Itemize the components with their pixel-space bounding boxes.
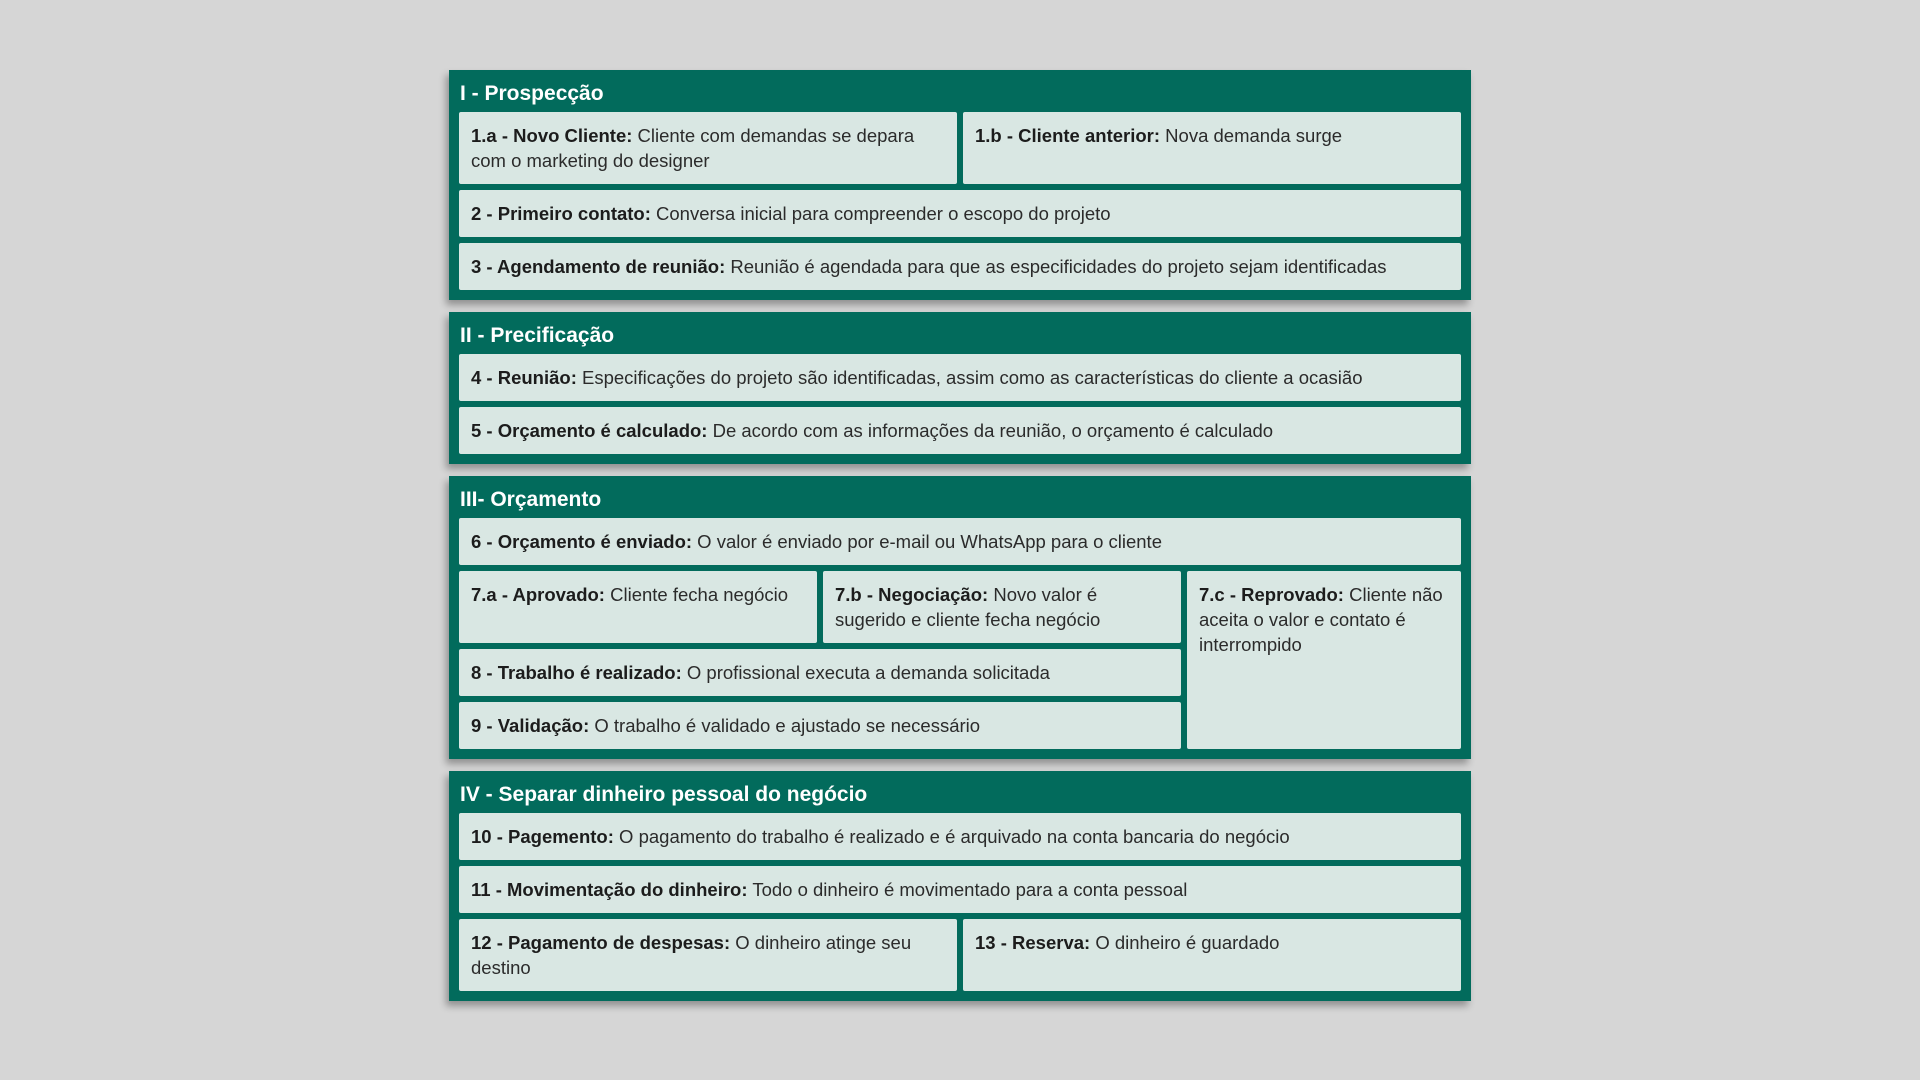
step-label: 7.c - Reprovado:: [1199, 584, 1344, 605]
step-label: 7.a - Aprovado:: [471, 584, 605, 605]
step-label: 1.b - Cliente anterior:: [975, 125, 1161, 146]
step-text: Cliente não aceita o valor e contato é interrompido: [1199, 584, 1443, 655]
step-text: Cliente fecha negócio: [604, 584, 789, 605]
step-7c-card: [1187, 571, 1461, 749]
section-prospeccao: [449, 70, 1471, 300]
step-label: 7.b - Negociação:: [835, 584, 989, 605]
step-row: [459, 112, 1461, 184]
step-8-card: [459, 649, 1181, 696]
step-3-card: [459, 243, 1461, 290]
section-title: II - Precificação: [460, 324, 615, 347]
step-text: O profissional executa a demanda solicitada: [681, 662, 1050, 683]
section-title: III- Orçamento: [460, 488, 602, 511]
step-text: Reunião é agendada para que as especificidades do projeto sejam identificadas: [725, 256, 1387, 277]
section-title: IV - Separar dinheiro pessoal do negócio: [460, 783, 868, 806]
step-1a-card: [459, 112, 957, 184]
step-text: Especificações do projeto são identificadas, assim como as características do cliente a ocasião: [576, 367, 1363, 388]
step-label: 8 - Trabalho é realizado:: [471, 662, 682, 683]
step-label: 2 - Primeiro contato:: [471, 203, 651, 224]
step-7b-card: [823, 571, 1181, 643]
step-row: [459, 919, 1461, 991]
step-text: O valor é enviado por e-mail ou WhatsApp para o cliente: [692, 531, 1162, 552]
step-label: 10 - Pagemento:: [471, 826, 614, 847]
step-label: 3 - Agendamento de reunião:: [471, 256, 726, 277]
step-text: O pagamento do trabalho é realizado e é arquivado na conta bancaria do negócio: [613, 826, 1290, 847]
step-text: Cliente com demandas se depara com o marketing do designer: [471, 125, 915, 171]
step-text: O trabalho é validado e ajustado se necessário: [589, 715, 981, 736]
step-grid: [459, 571, 1461, 749]
step-1b-card: [963, 112, 1461, 184]
step-text: O dinheiro é guardado: [1090, 932, 1280, 953]
step-text: Novo valor é sugerido e cliente fecha negócio: [835, 584, 1101, 630]
step-label: 1.a - Novo Cliente:: [471, 125, 633, 146]
step-11-card: [459, 866, 1461, 913]
step-13-card: [963, 919, 1461, 991]
step-9-card: [459, 702, 1181, 749]
step-label: 5 - Orçamento é calculado:: [471, 420, 708, 441]
step-12-card: [459, 919, 957, 991]
step-label: 9 - Validação:: [471, 715, 590, 736]
section-precificacao: [449, 312, 1471, 464]
step-text: Todo o dinheiro é movimentado para a conta pessoal: [747, 879, 1188, 900]
step-label: 6 - Orçamento é enviado:: [471, 531, 693, 552]
step-2-card: [459, 190, 1461, 237]
section-separar-dinheiro: [449, 771, 1471, 1001]
section-title: I - Prospecção: [460, 82, 604, 105]
step-text: Conversa inicial para compreender o escopo do projeto: [650, 203, 1111, 224]
section-orcamento: [449, 476, 1471, 759]
step-text: Nova demanda surge: [1160, 125, 1343, 146]
process-diagram: [449, 70, 1471, 1013]
step-text: De acordo com as informações da reunião, o orçamento é calculado: [707, 420, 1274, 441]
step-label: 11 - Movimentação do dinheiro:: [471, 879, 748, 900]
step-5-card: [459, 407, 1461, 454]
step-text: O dinheiro atinge seu destino: [471, 932, 912, 978]
step-label: 12 - Pagamento de despesas:: [471, 932, 731, 953]
step-10-card: [459, 813, 1461, 860]
step-7a-card: [459, 571, 817, 643]
step-label: 4 - Reunião:: [471, 367, 577, 388]
step-6-card: [459, 518, 1461, 565]
step-label: 13 - Reserva:: [975, 932, 1091, 953]
step-4-card: [459, 354, 1461, 401]
